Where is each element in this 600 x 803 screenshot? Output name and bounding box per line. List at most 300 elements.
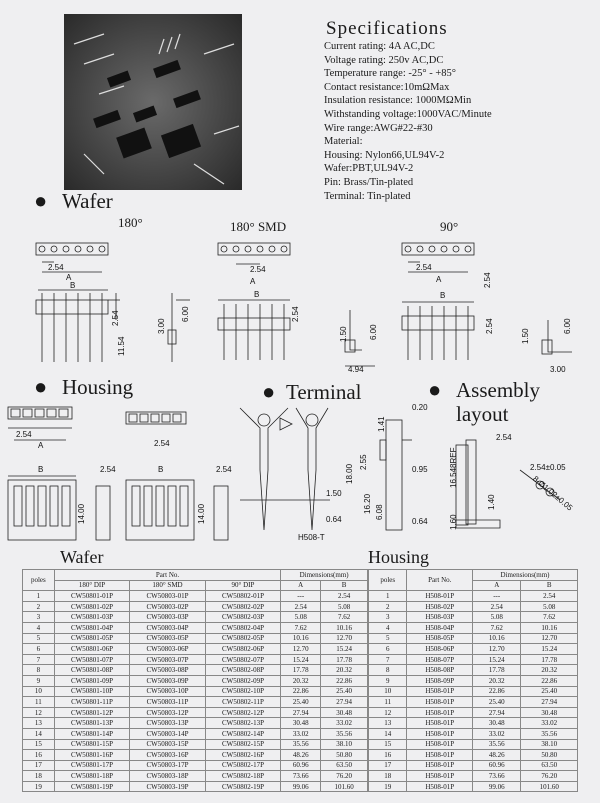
- table-cell: 15.24: [321, 644, 368, 655]
- table-cell: 12.70: [473, 644, 521, 655]
- table-cell: 12: [369, 707, 407, 718]
- dim-label: 1.41: [377, 416, 386, 432]
- table-cell: CW50802-02P: [205, 601, 280, 612]
- table-cell: CW50802-03P: [205, 612, 280, 623]
- table-cell: 7: [369, 654, 407, 665]
- table-cell: 12.70: [521, 633, 578, 644]
- table-cell: CW50801-07P: [54, 654, 129, 665]
- table-row: [23, 644, 368, 655]
- table-cell: 63.50: [321, 760, 368, 771]
- table-row: [369, 601, 578, 612]
- table-cell: CW50803-12P: [130, 707, 205, 718]
- dim-label: 1.40: [487, 494, 496, 510]
- table-cell: CW50802-11P: [205, 697, 280, 708]
- table-cell: H508-01P: [407, 750, 473, 761]
- table-cell: 1: [369, 591, 407, 602]
- housing-table: [368, 569, 578, 792]
- wafer-table-title: Wafer: [60, 547, 104, 567]
- dim-label: 2.54: [496, 433, 512, 442]
- spec-line: Terminal: Tin-plated: [324, 190, 411, 202]
- table-cell: CW50803-10P: [130, 686, 205, 697]
- dim-label: 2.54: [416, 263, 432, 272]
- table-cell: CW50802-04P: [205, 622, 280, 633]
- table-cell: 63.50: [521, 760, 578, 771]
- table-cell: 4: [369, 622, 407, 633]
- table-cell: 35.56: [281, 739, 321, 750]
- table-cell: 25.40: [321, 686, 368, 697]
- table-cell: 73.66: [473, 771, 521, 782]
- dim-label: 2.54: [111, 310, 120, 326]
- table-cell: 22.86: [321, 675, 368, 686]
- th-dimensions: Dimensions(mm): [473, 570, 578, 581]
- section-assembly-title: Assembly: [456, 378, 540, 402]
- table-cell: 15: [23, 739, 55, 750]
- table-cell: CW50802-05P: [205, 633, 280, 644]
- table-cell: CW50801-01P: [54, 591, 129, 602]
- dim-label: 2.55: [359, 454, 368, 470]
- bullet-icon: ●: [34, 188, 48, 213]
- dim-label: 18.00: [345, 463, 354, 484]
- table-cell: CW50801-06P: [54, 644, 129, 655]
- table-cell: CW50801-19P: [54, 781, 129, 792]
- terminal-part-label: H508-T: [298, 533, 325, 542]
- table-cell: CW50802-08P: [205, 665, 280, 676]
- spec-line: Contact resistance:10mΩMax: [324, 81, 450, 93]
- table-cell: 99.06: [281, 781, 321, 792]
- table-cell: CW50801-18P: [54, 771, 129, 782]
- table-cell: CW50803-04P: [130, 622, 205, 633]
- th-90dip: 90° DIP: [205, 580, 280, 591]
- table-cell: 15.24: [281, 654, 321, 665]
- table-cell: 73.66: [281, 771, 321, 782]
- table-cell: 27.94: [281, 707, 321, 718]
- table-cell: CW50803-01P: [130, 591, 205, 602]
- table-cell: 30.48: [473, 718, 521, 729]
- dim-label: B: [440, 291, 446, 300]
- table-row: [23, 633, 368, 644]
- table-row: [369, 612, 578, 623]
- table-cell: H508-01P: [407, 697, 473, 708]
- table-cell: 101.60: [321, 781, 368, 792]
- table-cell: 10: [369, 686, 407, 697]
- table-cell: 17: [369, 760, 407, 771]
- table-cell: 2.54: [473, 601, 521, 612]
- table-cell: 19: [369, 781, 407, 792]
- dim-label: 4.94: [348, 365, 364, 374]
- table-cell: 6: [23, 644, 55, 655]
- th-part-no: Part No.: [407, 570, 473, 591]
- dim-label: 1.50: [339, 326, 348, 342]
- table-row: [23, 601, 368, 612]
- table-cell: H508-07P: [407, 654, 473, 665]
- section-housing-title: Housing: [62, 375, 134, 399]
- table-cell: 35.56: [473, 739, 521, 750]
- table-cell: CW50803-11P: [130, 697, 205, 708]
- table-cell: 20.32: [521, 665, 578, 676]
- table-cell: 48.26: [473, 750, 521, 761]
- table-cell: H508-01P: [407, 718, 473, 729]
- dim-label: B: [38, 465, 44, 474]
- wafer-180-label: 180°: [118, 215, 143, 230]
- table-cell: CW50801-02P: [54, 601, 129, 612]
- th-poles: poles: [369, 570, 407, 591]
- dim-label: 3.00: [157, 318, 166, 334]
- table-cell: CW50803-15P: [130, 739, 205, 750]
- table-cell: H508-08P: [407, 665, 473, 676]
- th-180smd: 180° SMD: [130, 580, 205, 591]
- housing-table-title: Housing: [368, 547, 430, 567]
- table-cell: 20.32: [321, 665, 368, 676]
- table-cell: CW50801-10P: [54, 686, 129, 697]
- th-a: A: [473, 580, 521, 591]
- th-b: B: [521, 580, 578, 591]
- table-cell: 22.86: [521, 675, 578, 686]
- table-cell: 35.56: [521, 728, 578, 739]
- spec-line: Pin: Brass/Tin-plated: [324, 176, 414, 188]
- specifications-title: Specifications: [326, 18, 448, 39]
- table-row: [369, 728, 578, 739]
- dim-label: 1.60: [449, 514, 458, 530]
- table-cell: H508-03P: [407, 612, 473, 623]
- th-part-no: Part No.: [54, 570, 280, 581]
- table-cell: CW50802-10P: [205, 686, 280, 697]
- table-cell: CW50801-05P: [54, 633, 129, 644]
- table-cell: CW50802-15P: [205, 739, 280, 750]
- table-cell: 27.94: [321, 697, 368, 708]
- table-cell: 50.80: [321, 750, 368, 761]
- table-cell: 20.32: [281, 675, 321, 686]
- table-cell: 11: [369, 697, 407, 708]
- dim-label: 14.00: [197, 503, 206, 524]
- table-row: [369, 591, 578, 602]
- table-row: [369, 760, 578, 771]
- table-cell: H508-01P: [407, 771, 473, 782]
- table-cell: 5.08: [281, 612, 321, 623]
- table-row: [23, 760, 368, 771]
- table-row: [23, 675, 368, 686]
- table-cell: 2: [369, 601, 407, 612]
- table-cell: 2: [23, 601, 55, 612]
- dim-label: 3.00: [550, 365, 566, 374]
- dim-label: 16.20: [363, 493, 372, 514]
- table-cell: 13: [23, 718, 55, 729]
- table-cell: 101.60: [521, 781, 578, 792]
- dim-label: 6.08: [375, 504, 384, 520]
- table-cell: CW50801-15P: [54, 739, 129, 750]
- table-row: [369, 644, 578, 655]
- dim-label: A: [436, 275, 442, 284]
- table-cell: H508-04P: [407, 622, 473, 633]
- dim-label: 2.54: [483, 272, 492, 288]
- table-cell: 33.02: [321, 718, 368, 729]
- table-cell: CW50801-17P: [54, 760, 129, 771]
- table-cell: 10.16: [521, 622, 578, 633]
- th-poles: poles: [23, 570, 55, 591]
- table-cell: CW50801-09P: [54, 675, 129, 686]
- dim-label: 2.54: [154, 439, 170, 448]
- dim-label: 6.00: [563, 318, 572, 334]
- table-cell: CW50802-17P: [205, 760, 280, 771]
- dim-label: B: [254, 290, 260, 299]
- dim-label: A: [66, 273, 72, 282]
- th-a: A: [281, 580, 321, 591]
- table-cell: 17.78: [281, 665, 321, 676]
- table-row: [369, 707, 578, 718]
- table-cell: 18: [23, 771, 55, 782]
- dim-label: 1.50: [521, 328, 530, 344]
- table-cell: 14: [23, 728, 55, 739]
- table-cell: 5.08: [321, 601, 368, 612]
- table-cell: CW50803-09P: [130, 675, 205, 686]
- table-cell: ---: [281, 591, 321, 602]
- spec-line: Temperature range: -25° - +85°: [324, 68, 456, 80]
- table-cell: 12: [23, 707, 55, 718]
- table-cell: 15: [369, 739, 407, 750]
- table-cell: 16: [23, 750, 55, 761]
- dim-label: 8-Ø1.02±0.05: [531, 474, 575, 513]
- table-cell: 17.78: [521, 654, 578, 665]
- bullet-icon: ●: [428, 377, 442, 402]
- table-row: [369, 771, 578, 782]
- table-cell: 17: [23, 760, 55, 771]
- table-cell: 25.40: [521, 686, 578, 697]
- table-row: [23, 622, 368, 633]
- table-cell: 33.02: [521, 718, 578, 729]
- spec-line: Wafer:PBT,UL94V-2: [324, 163, 414, 175]
- table-cell: CW50801-04P: [54, 622, 129, 633]
- spec-line: Housing: Nylon66,UL94V-2: [324, 149, 445, 161]
- table-cell: CW50803-13P: [130, 718, 205, 729]
- table-cell: 5.08: [521, 601, 578, 612]
- table-row: [23, 654, 368, 665]
- table-cell: 38.10: [321, 739, 368, 750]
- table-cell: 15.24: [473, 654, 521, 665]
- dim-label: 14.00: [77, 503, 86, 524]
- table-cell: 16: [369, 750, 407, 761]
- table-cell: 48.26: [281, 750, 321, 761]
- dim-label: 2.54: [291, 306, 300, 322]
- table-row: [23, 718, 368, 729]
- table-cell: 38.10: [521, 739, 578, 750]
- table-cell: 35.56: [321, 728, 368, 739]
- table-cell: 12.70: [281, 644, 321, 655]
- section-assembly-subtitle: layout: [456, 402, 509, 426]
- table-row: [369, 665, 578, 676]
- table-cell: 18: [369, 771, 407, 782]
- table-row: [369, 697, 578, 708]
- table-row: [23, 728, 368, 739]
- dim-label: 2.54: [100, 465, 116, 474]
- table-cell: 5.08: [473, 612, 521, 623]
- dim-label: 2.54: [216, 465, 232, 474]
- table-cell: 9: [23, 675, 55, 686]
- section-terminal-title: Terminal: [286, 380, 362, 404]
- section-wafer-title: Wafer: [62, 189, 113, 213]
- table-cell: CW50802-16P: [205, 750, 280, 761]
- dim-label: 16.548REF: [449, 447, 458, 488]
- table-cell: 25.40: [473, 697, 521, 708]
- table-cell: 13: [369, 718, 407, 729]
- dim-label: 6.00: [181, 306, 190, 322]
- table-cell: 4: [23, 622, 55, 633]
- table-cell: CW50801-03P: [54, 612, 129, 623]
- table-cell: 7.62: [281, 622, 321, 633]
- table-row: [23, 612, 368, 623]
- table-cell: 7.62: [321, 612, 368, 623]
- table-cell: H508-06P: [407, 644, 473, 655]
- table-cell: 50.80: [521, 750, 578, 761]
- table-cell: CW50802-19P: [205, 781, 280, 792]
- table-cell: 76.20: [321, 771, 368, 782]
- table-row: [23, 771, 368, 782]
- table-cell: CW50803-19P: [130, 781, 205, 792]
- table-cell: H508-01P: [407, 739, 473, 750]
- table-row: [23, 707, 368, 718]
- dim-label: A: [250, 277, 256, 286]
- table-cell: CW50803-18P: [130, 771, 205, 782]
- dim-label: 2.54: [485, 318, 494, 334]
- dim-label: 6.00: [369, 324, 378, 340]
- table-row: [369, 686, 578, 697]
- dim-label: 0.64: [326, 515, 342, 524]
- bullet-icon: ●: [262, 379, 276, 404]
- table-cell: CW50801-16P: [54, 750, 129, 761]
- dim-label: A: [38, 441, 44, 450]
- table-cell: 12.70: [321, 633, 368, 644]
- table-cell: 17.78: [473, 665, 521, 676]
- table-cell: CW50802-12P: [205, 707, 280, 718]
- table-cell: 99.06: [473, 781, 521, 792]
- table-cell: H508-01P: [407, 728, 473, 739]
- table-cell: CW50802-14P: [205, 728, 280, 739]
- product-photo: [64, 14, 242, 190]
- table-cell: H508-02P: [407, 601, 473, 612]
- dim-label: 2.54±0.05: [530, 463, 566, 472]
- table-cell: 1: [23, 591, 55, 602]
- table-cell: ---: [473, 591, 521, 602]
- table-cell: CW50802-18P: [205, 771, 280, 782]
- table-cell: 3: [369, 612, 407, 623]
- dim-label: B: [158, 465, 164, 474]
- wafer-90-label: 90°: [440, 219, 459, 234]
- table-cell: 10.16: [321, 622, 368, 633]
- table-row: [369, 622, 578, 633]
- table-row: [369, 750, 578, 761]
- table-row: [369, 739, 578, 750]
- table-cell: H508-09P: [407, 675, 473, 686]
- spec-line: Voltage rating: 250v AC,DC: [324, 54, 444, 66]
- table-cell: 27.94: [473, 707, 521, 718]
- table-row: [23, 739, 368, 750]
- table-cell: CW50803-05P: [130, 633, 205, 644]
- spec-line: Material:: [324, 136, 363, 148]
- table-cell: 9: [369, 675, 407, 686]
- table-cell: CW50801-08P: [54, 665, 129, 676]
- table-cell: 27.94: [521, 697, 578, 708]
- th-180dip: 180° DIP: [54, 580, 129, 591]
- table-cell: CW50803-07P: [130, 654, 205, 665]
- table-cell: 15.24: [521, 644, 578, 655]
- table-cell: 7: [23, 654, 55, 665]
- dim-label: 0.20: [412, 403, 428, 412]
- table-cell: 22.86: [281, 686, 321, 697]
- table-cell: 2.54: [281, 601, 321, 612]
- table-row: [23, 781, 368, 792]
- table-cell: 19: [23, 781, 55, 792]
- table-cell: 2.54: [321, 591, 368, 602]
- dim-label: B: [70, 281, 76, 290]
- dim-label: 0.64: [412, 517, 428, 526]
- table-cell: H508-01P: [407, 591, 473, 602]
- dim-label: 2.54: [16, 430, 32, 439]
- table-cell: CW50803-14P: [130, 728, 205, 739]
- table-cell: CW50802-07P: [205, 654, 280, 665]
- table-cell: 25.40: [281, 697, 321, 708]
- table-cell: H508-01P: [407, 781, 473, 792]
- specifications-list: [324, 40, 492, 203]
- table-row: [23, 750, 368, 761]
- table-row: [369, 781, 578, 792]
- table-cell: H508-01P: [407, 686, 473, 697]
- spec-line: Wire range:AWG#22-#30: [324, 122, 433, 134]
- table-cell: CW50803-06P: [130, 644, 205, 655]
- table-cell: 10.16: [473, 633, 521, 644]
- table-cell: 6: [369, 644, 407, 655]
- table-cell: CW50801-13P: [54, 718, 129, 729]
- table-cell: 10: [23, 686, 55, 697]
- table-cell: 5: [23, 633, 55, 644]
- table-cell: CW50803-02P: [130, 601, 205, 612]
- table-cell: 33.02: [281, 728, 321, 739]
- table-cell: 30.48: [521, 707, 578, 718]
- table-cell: CW50802-09P: [205, 675, 280, 686]
- table-row: [369, 675, 578, 686]
- table-cell: H508-01P: [407, 760, 473, 771]
- table-row: [369, 718, 578, 729]
- table-cell: CW50801-11P: [54, 697, 129, 708]
- technical-drawings: [0, 230, 600, 570]
- table-cell: 7.62: [521, 612, 578, 623]
- table-cell: CW50802-01P: [205, 591, 280, 602]
- th-b: B: [321, 580, 368, 591]
- spec-line: Insulation resistance: 1000MΩMin: [324, 95, 472, 107]
- table-cell: 76.20: [521, 771, 578, 782]
- table-cell: CW50803-16P: [130, 750, 205, 761]
- table-cell: 11: [23, 697, 55, 708]
- table-cell: CW50802-13P: [205, 718, 280, 729]
- table-cell: 2.54: [521, 591, 578, 602]
- table-cell: H508-05P: [407, 633, 473, 644]
- table-cell: 5: [369, 633, 407, 644]
- table-cell: 22.86: [473, 686, 521, 697]
- table-cell: 3: [23, 612, 55, 623]
- table-cell: H508-01P: [407, 707, 473, 718]
- table-cell: CW50802-06P: [205, 644, 280, 655]
- table-cell: 8: [369, 665, 407, 676]
- bullet-icon: ●: [34, 374, 48, 399]
- table-row: [23, 686, 368, 697]
- dim-label: 2.54: [48, 263, 64, 272]
- table-cell: 20.32: [473, 675, 521, 686]
- table-cell: CW50801-12P: [54, 707, 129, 718]
- table-cell: CW50801-14P: [54, 728, 129, 739]
- wafer-180smd-label: 180° SMD: [230, 219, 287, 234]
- table-cell: 7.62: [473, 622, 521, 633]
- th-dimensions: Dimensions(mm): [281, 570, 368, 581]
- table-row: [369, 633, 578, 644]
- table-cell: 17.78: [321, 654, 368, 665]
- table-cell: 10.16: [281, 633, 321, 644]
